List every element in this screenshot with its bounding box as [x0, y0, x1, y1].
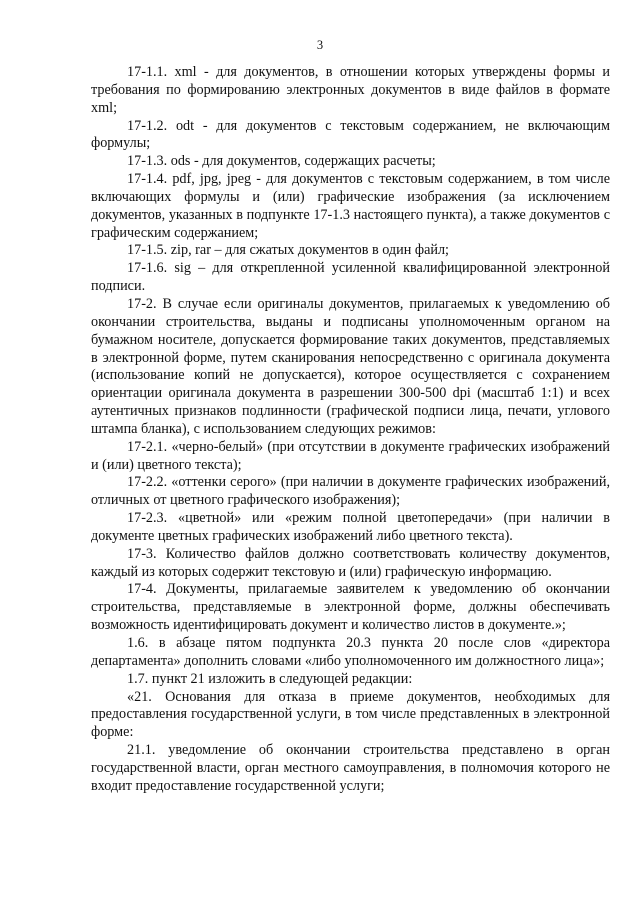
paragraph-17-1-2: 17-1.2. odt - для документов с текстовым содержанием, не включающим формулы;: [91, 117, 610, 152]
paragraph-1-6: 1.6. в абзаце пятом подпункта 20.3 пункта 20 после слов «директора департамента» дополнить словами «либо уполномоченного им должностного лица»;: [91, 635, 610, 669]
paragraph-21: «21. Основания для отказа в приеме документов, необходимых для предоставления государственной услуги, в том числе представленных в электронной форме:: [91, 688, 610, 741]
paragraph-17-4: 17-4. Документы, прилагаемые заявителем к уведомлению об окончании строительства, представляемые в электронной форме, должны обеспечивать возможность идентифицировать документ и количество листов в документе.»;: [91, 581, 610, 634]
paragraph-17-2-1: 17-2.1. «черно-белый» (при отсутствии в документе графических изображений и (или) цветного текста);: [91, 438, 610, 473]
paragraph-17-1-5: 17-1.5. zip, rar – для сжатых документов в один файл;: [127, 242, 449, 259]
paragraph-17-1-1: 17-1.1. xml - для документов, в отношении которых утверждены формы и требования по формированию электронных документов в виде файлов в формате xml;: [91, 64, 610, 116]
paragraph-17-2-3: 17-2.3. «цветной» или «режим полной цветопередачи» (при наличии в документе цветных графических изображений либо цветного текста).: [91, 510, 610, 544]
paragraph-21-1: 21.1. уведомление об окончании строительства представлено в орган государственной власти, орган местного самоуправления, в полномочия которого не входит предоставление государственной услуги;: [91, 742, 610, 794]
paragraph-17-2-2: 17-2.2. «оттенки серого» (при наличии в документе графических изображений, отличных от цветного графического изображения);: [91, 474, 610, 509]
paragraph-17-1-3: 17-1.3. ods - для документов, содержащих расчеты;: [127, 153, 436, 170]
page-number: 3: [316, 38, 324, 52]
paragraph-1-7: 1.7. пункт 21 изложить в следующей редакции:: [127, 670, 413, 687]
document-body: [91, 64, 610, 796]
paragraph-17-2: 17-2. В случае если оригиналы документов, прилагаемых к уведомлению об окончании строительства, выданы и подписаны уполномоченным органом на бумажном носителе, допускается формирование таких документов, представляемых в электронной форме, путем сканирования непосредственно с оригинала документа (использование копий не допускается), которое осуществляется с сохранением ориентации оригинала документа в разрешении 300-500 dpi (масштаб 1:1) и всех аутентичных признаков подлинности (графической подписи лица, печати, углового штампа бланка), с использованием следующих режимов:: [91, 295, 610, 437]
paragraph-17-3: 17-3. Количество файлов должно соответствовать количеству документов, каждый из которых содержит текстовую и (или) графическую информацию.: [91, 545, 610, 580]
paragraph-17-1-4: 17-1.4. pdf, jpg, jpeg - для документов с текстовым содержанием, в том числе включающих формулы и (или) графические изображения (за исключением документов, указанных в подпункте 17-1.3 настоящего пункта), а также документов с графическим содержанием;: [91, 171, 610, 241]
paragraph-17-1-6: 17-1.6. sig – для открепленной усиленной квалифицированной электронной подписи.: [91, 260, 610, 295]
